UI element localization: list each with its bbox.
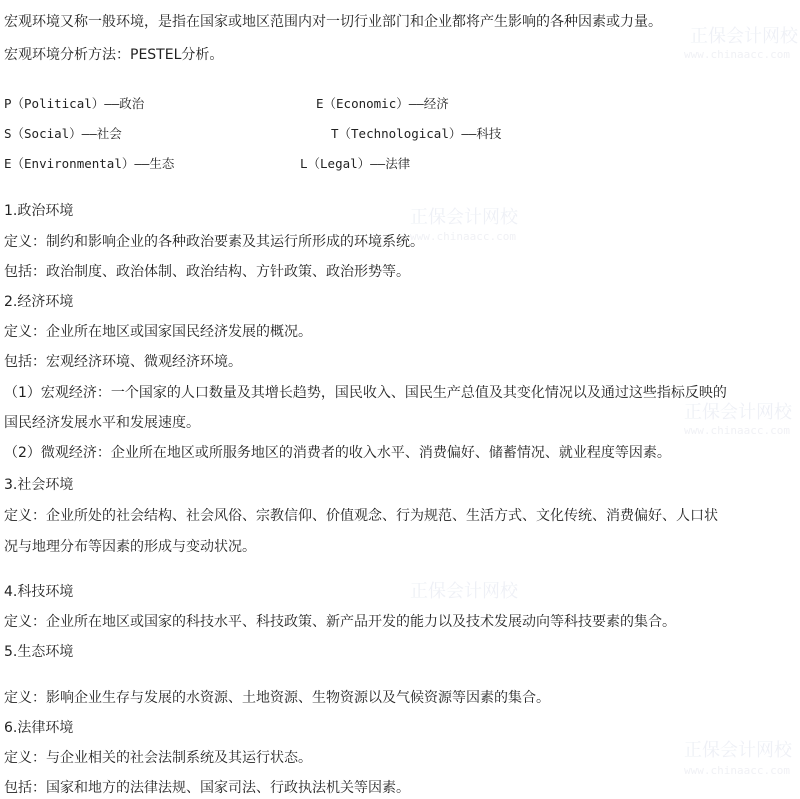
pestel-economic: E（Economic）——经济 [316, 96, 449, 111]
intro-definition: 宏观环境又称一般环境，是指在国家或地区范围内对一切行业部门和企业都将产生影响的各种因素或力量。 [4, 14, 662, 30]
intro-method: 宏观环境分析方法：PESTEL分析。 [4, 47, 224, 63]
legal-includes: 包括：国家和地方的法律法规、国家司法、行政执法机关等因素。 [4, 780, 410, 796]
watermark-brand: 正保会计网校 [410, 581, 518, 602]
watermark-site: www.chinaacc.com [684, 424, 790, 437]
legal-definition: 定义：与企业相关的社会法制系统及其运行状态。 [4, 750, 312, 766]
pestel-technological: T（Technological）——科技 [331, 126, 502, 141]
political-definition: 定义：制约和影响企业的各种政治要素及其运行所形成的环境系统。 [4, 234, 424, 250]
pestel-environmental: E（Environmental）——生态 [4, 156, 175, 171]
pestel-legal: L（Legal）——法律 [300, 156, 411, 171]
political-includes: 包括：政治制度、政治体制、政治结构、方针政策、政治形势等。 [4, 264, 410, 280]
economic-definition: 定义：企业所在地区或国家国民经济发展的概况。 [4, 324, 312, 340]
section-heading-social: 3.社会环境 [4, 477, 74, 493]
watermark-site: www.chinaacc.com [684, 48, 790, 61]
watermark-site: www.chinaacc.com [684, 764, 790, 777]
pestel-political: P（Political）——政治 [4, 96, 145, 111]
section-heading-technological: 4.科技环境 [4, 584, 74, 600]
economic-includes: 包括：宏观经济环境、微观经济环境。 [4, 354, 242, 370]
section-heading-legal: 6.法律环境 [4, 720, 74, 736]
social-definition: 定义：企业所处的社会结构、社会风俗、宗教信仰、价值观念、行为规范、生活方式、文化传统、消费偏好、人口状 [4, 508, 718, 524]
economic-macro-cont: 国民经济发展水平和发展速度。 [4, 415, 200, 431]
watermark-brand: 正保会计网校 [684, 402, 792, 423]
economic-micro: （2）微观经济：企业所在地区或所服务地区的消费者的收入水平、消费偏好、储蓄情况、就业程度等因素。 [4, 445, 671, 461]
economic-macro: （1）宏观经济：一个国家的人口数量及其增长趋势，国民收入、国民生产总值及其变化情况以及通过这些指标反映的 [4, 385, 727, 401]
watermark-site: www.chinaacc.com [410, 230, 516, 243]
pestel-social: S（Social）——社会 [4, 126, 122, 141]
watermark-brand: 正保会计网校 [410, 207, 518, 228]
environmental-definition: 定义：影响企业生存与发展的水资源、土地资源、生物资源以及气候资源等因素的集合。 [4, 690, 550, 706]
social-definition-cont: 况与地理分布等因素的形成与变动状况。 [4, 539, 256, 555]
section-heading-political: 1.政治环境 [4, 203, 74, 219]
watermark-brand: 正保会计网校 [684, 740, 792, 761]
section-heading-economic: 2.经济环境 [4, 294, 74, 310]
technological-definition: 定义：企业所在地区或国家的科技水平、科技政策、新产品开发的能力以及技术发展动向等科技要素的集合。 [4, 614, 676, 630]
section-heading-environmental: 5.生态环境 [4, 644, 74, 660]
watermark-brand: 正保会计网校 [690, 26, 798, 47]
